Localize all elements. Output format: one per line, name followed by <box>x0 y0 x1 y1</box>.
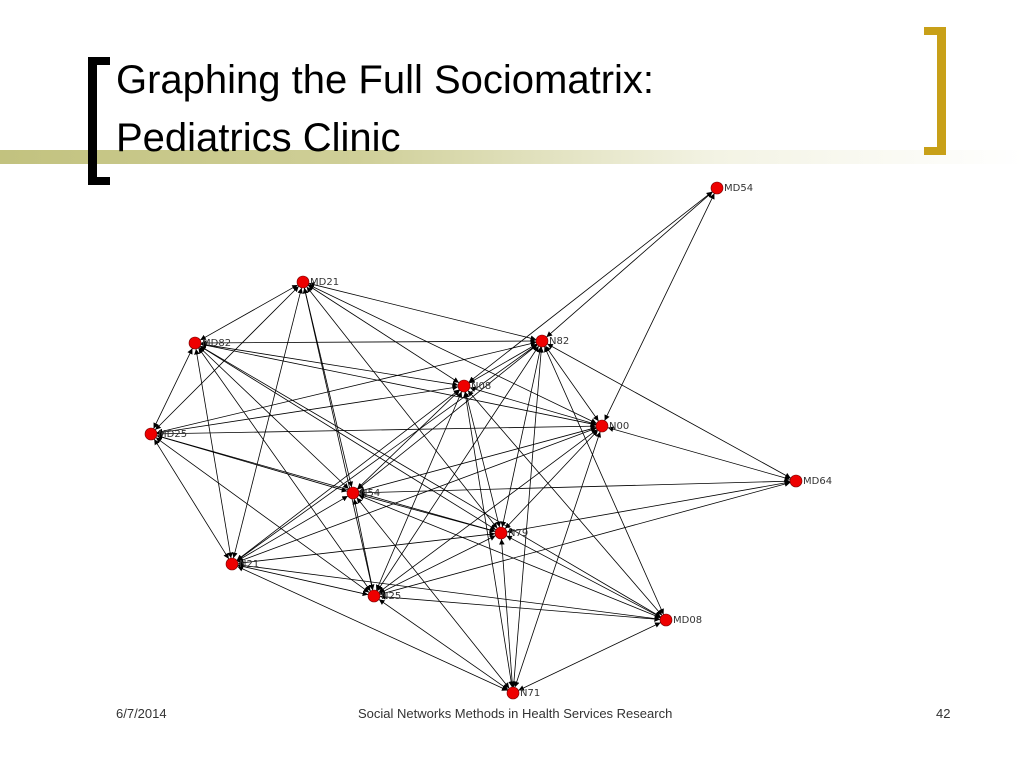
edge-md82-n00 <box>201 344 596 425</box>
edge-n82-md54 <box>547 192 713 337</box>
node-dot <box>790 475 802 487</box>
edge-n79-md08 <box>506 536 660 617</box>
edge-n54-md64 <box>359 481 790 493</box>
node-label: N54 <box>360 488 381 499</box>
slide-title-line-2: Pediatrics Clinic <box>116 116 401 160</box>
node-label: MD82 <box>202 338 232 349</box>
edge-n54-n21 <box>237 496 348 561</box>
edge-md25-n00 <box>157 426 596 434</box>
edge-n08-md08 <box>468 391 662 616</box>
edge-md25-n08 <box>157 387 458 433</box>
edge-n82-md64 <box>547 344 790 478</box>
edge-md82-md08 <box>200 346 661 617</box>
edge-md08-n71 <box>518 623 660 691</box>
edge-n79-md64 <box>507 482 790 532</box>
edge-n82-n21 <box>237 345 537 561</box>
edge-md21-n08 <box>308 285 459 382</box>
edge-md82-n54 <box>199 347 348 489</box>
node-n82 <box>536 335 569 347</box>
slide-title-line-1: Graphing the Full Sociomatrix: <box>116 58 655 102</box>
node-n79 <box>495 527 528 539</box>
page-number: 42 <box>936 706 951 721</box>
edge-n25-md08 <box>380 596 660 619</box>
edge-md21-md82 <box>200 285 298 340</box>
edge-n08-n79 <box>465 392 499 527</box>
edge-n21-n71 <box>237 567 507 691</box>
node-n54 <box>347 487 380 499</box>
node-md21 <box>297 276 339 288</box>
node-dot <box>145 428 157 440</box>
node-md82 <box>189 337 231 349</box>
edge-n00-md64 <box>608 428 790 480</box>
node-dot <box>368 590 380 602</box>
node-n08 <box>458 380 491 392</box>
node-dot <box>458 380 470 392</box>
edge-n00-n25 <box>379 430 597 593</box>
edge-md82-n21 <box>196 349 231 558</box>
edge-n79-n25 <box>379 536 495 594</box>
node-dot <box>507 687 519 699</box>
footer-presentation-title: Social Networks Methods in Health Services Research <box>358 706 673 721</box>
edge-md21-n25 <box>304 288 372 590</box>
edge-md21-n21 <box>233 288 301 558</box>
node-label: N71 <box>520 688 541 699</box>
edge-n82-n71 <box>513 347 541 687</box>
edge-md21-n82 <box>309 283 536 339</box>
node-label: MD64 <box>803 476 833 487</box>
node-dot <box>495 527 507 539</box>
footer-date: 6/7/2014 <box>116 706 167 721</box>
node-label: N00 <box>609 421 630 432</box>
node-label: MD25 <box>158 429 188 440</box>
node-n71 <box>507 687 540 699</box>
node-dot <box>189 337 201 349</box>
edge-n00-n71 <box>515 432 600 688</box>
edge-md82-n25 <box>198 348 370 591</box>
node-label: N79 <box>508 528 529 539</box>
node-md54 <box>711 182 753 194</box>
node-md08 <box>660 614 702 626</box>
node-n25 <box>368 590 401 602</box>
edge-n25-n71 <box>379 599 508 689</box>
node-dot <box>596 420 608 432</box>
node-label: MD54 <box>724 183 754 194</box>
edge-n00-n21 <box>238 428 597 562</box>
edge-md82-md25 <box>154 348 193 428</box>
node-n21 <box>226 558 259 570</box>
edge-n00-md54 <box>605 193 715 420</box>
node-label: N82 <box>549 336 570 347</box>
node-md64 <box>790 475 832 487</box>
edge-n08-n54 <box>357 390 459 489</box>
node-dot <box>226 558 238 570</box>
node-label: MD08 <box>673 615 703 626</box>
edge-md25-n25 <box>156 438 369 593</box>
edge-md82-n82 <box>201 341 536 343</box>
node-label: MD21 <box>310 277 340 288</box>
edge-n08-md54 <box>469 192 713 383</box>
edge-n82-n08 <box>469 344 537 383</box>
node-n00 <box>596 420 629 432</box>
node-md25 <box>145 428 187 440</box>
edge-n82-md08 <box>544 346 663 614</box>
edge-md82-n08 <box>201 344 458 385</box>
node-label: N25 <box>381 591 402 602</box>
edge-md21-md25 <box>155 286 299 430</box>
node-dot <box>711 182 723 194</box>
edge-md21-n00 <box>308 285 596 424</box>
edge-md25-n79 <box>157 436 495 532</box>
node-dot <box>347 487 359 499</box>
node-dot <box>297 276 309 288</box>
edge-md25-n21 <box>154 439 229 559</box>
node-dot <box>660 614 672 626</box>
node-dot <box>536 335 548 347</box>
node-label: N21 <box>239 559 260 570</box>
node-label: N08 <box>471 381 492 392</box>
